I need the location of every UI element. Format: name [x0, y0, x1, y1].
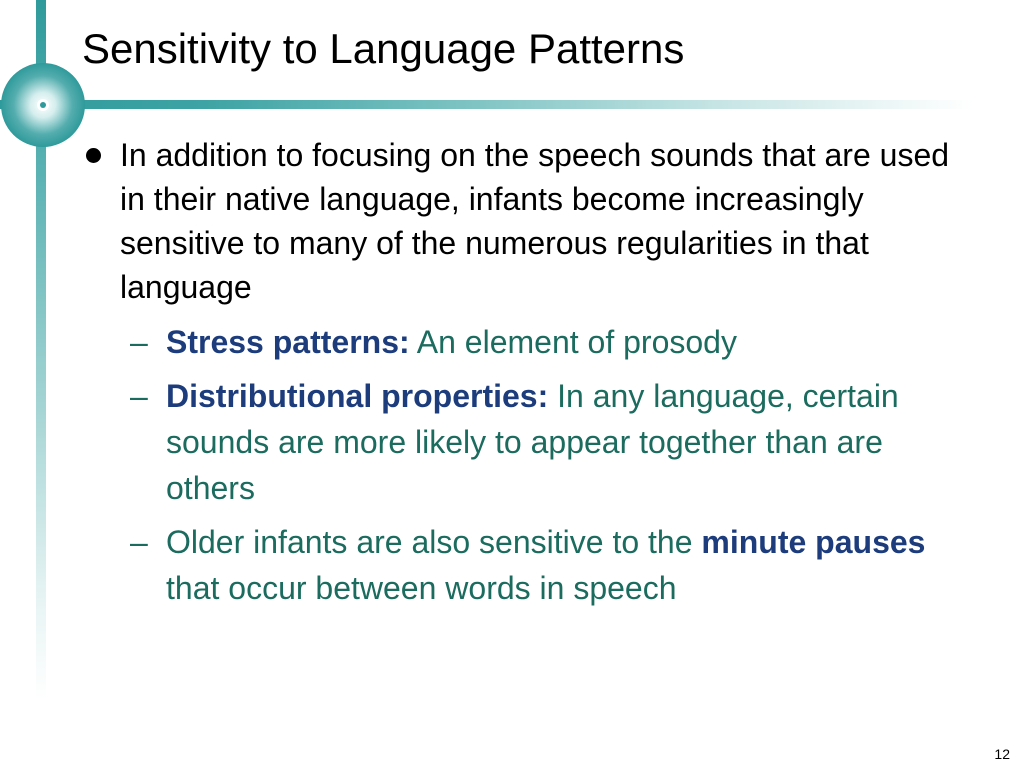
page-number: 12	[994, 746, 1010, 762]
sub-bullet-text: In any language, certain sounds are more likely to appear together than are others	[166, 378, 899, 506]
dash-marker: –	[130, 524, 148, 560]
slide-title: Sensitivity to Language Patterns	[82, 25, 685, 72]
sub-bullet-list	[82, 319, 962, 611]
sub-bullet-stress	[126, 319, 962, 365]
main-bullet	[82, 133, 962, 309]
sub-bullet-term: minute pauses	[701, 524, 926, 560]
sub-bullet-text-before: Older infants are also sensitive to the	[166, 524, 702, 560]
sub-bullet-term: Stress patterns:	[166, 324, 410, 360]
dash-marker: –	[130, 378, 148, 414]
sub-bullet-text-after: that occur between words in speech	[166, 570, 677, 606]
dash-marker: –	[130, 324, 148, 360]
sub-bullet-text: An element of prosody	[409, 324, 737, 360]
slide-body	[82, 133, 962, 619]
sub-bullet-pauses	[126, 519, 962, 611]
main-bullet-text: In addition to focusing on the speech sounds that are used in their native language, infants become increasingly sensitive to many of the numerous regularities in that language	[120, 137, 950, 305]
decorative-horizontal-bar	[0, 100, 1024, 109]
sub-bullet-term: Distributional properties:	[166, 378, 549, 414]
bullet-dot-icon	[86, 148, 101, 163]
sub-bullet-distributional	[126, 373, 962, 511]
decorative-circle-icon	[0, 62, 86, 148]
